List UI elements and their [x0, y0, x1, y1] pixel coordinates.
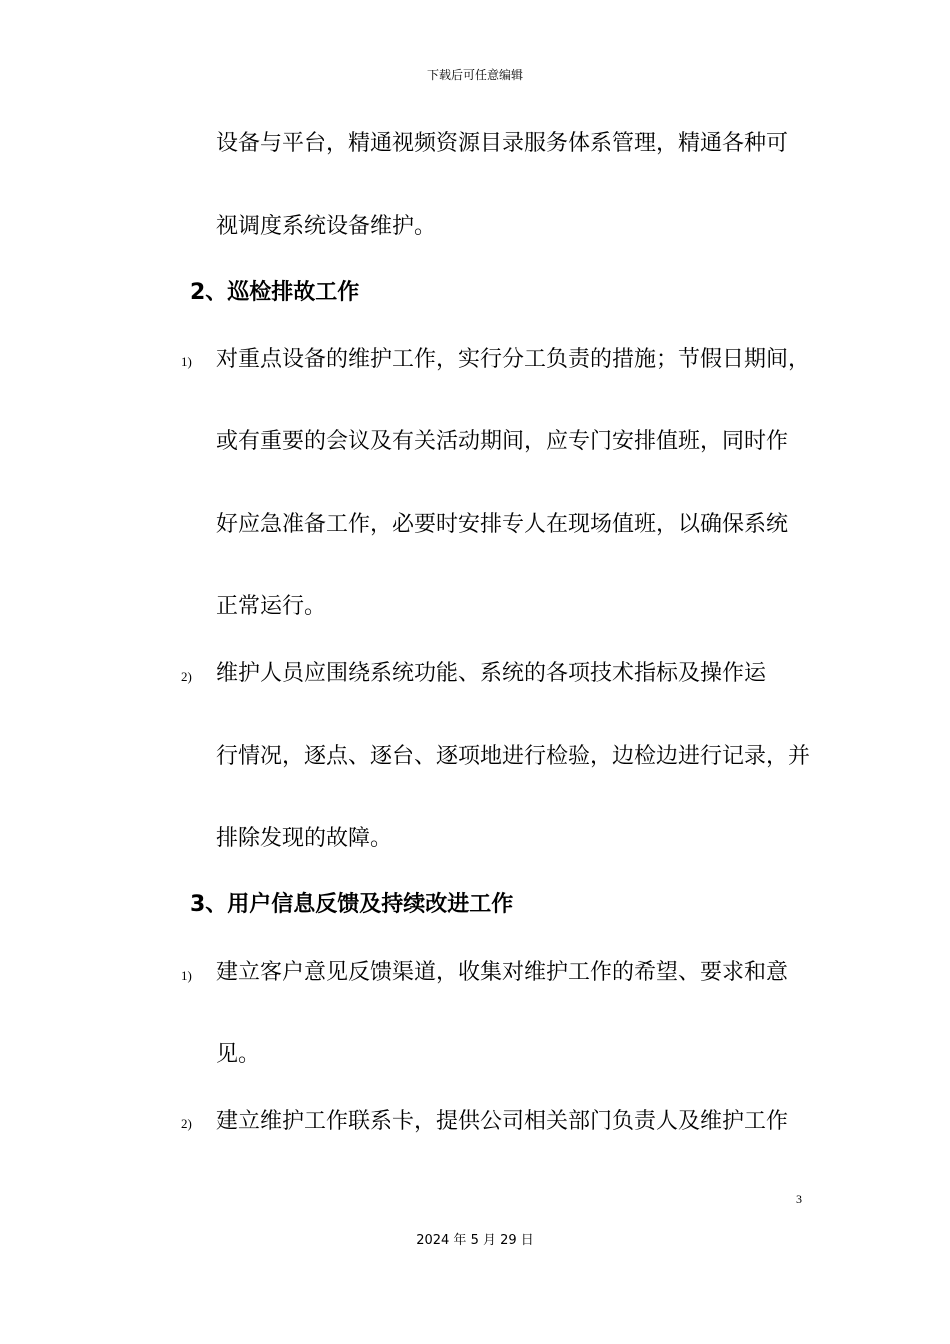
- text-line: 设备与平台，精通视频资源目录服务体系管理，精通各种可: [216, 131, 789, 156]
- text-line: 建立维护工作联系卡，提供公司相关部门负责人及维护工作: [216, 1109, 789, 1134]
- text-line: 行情况，逐点、逐台、逐项地进行检验，边检边进行记录，并: [216, 744, 811, 769]
- text-line: 正常运行。: [216, 594, 327, 619]
- section-heading: 2、巡检排故工作: [190, 280, 360, 305]
- header-note: 下载后可任意编辑: [426, 68, 523, 82]
- list-marker: 2): [181, 669, 192, 684]
- text-line: 对重点设备的维护工作，实行分工负责的措施；节假日期间，: [216, 347, 811, 372]
- text-line: 或有重要的会议及有关活动期间，应专门安排值班，同时作: [216, 429, 789, 454]
- text-line: 维护人员应围绕系统功能、系统的各项技术指标及操作运: [216, 661, 767, 686]
- text-line: 好应急准备工作，必要时安排专人在现场值班，以确保系统: [216, 512, 789, 537]
- text-line: 排除发现的故障。: [216, 826, 393, 851]
- footer-date: 2024 年 5 月 29 日: [416, 1233, 534, 1248]
- list-marker: 2): [181, 1116, 192, 1131]
- list-marker: 1): [181, 968, 192, 983]
- text-line: 建立客户意见反馈渠道，收集对维护工作的希望、要求和意: [216, 960, 789, 985]
- text-line: 见。: [216, 1042, 261, 1067]
- text-line: 视调度系统设备维护。: [216, 214, 437, 239]
- page-number: 3: [796, 1192, 802, 1206]
- section-heading: 3、用户信息反馈及持续改进工作: [190, 892, 514, 917]
- list-marker: 1): [181, 354, 192, 369]
